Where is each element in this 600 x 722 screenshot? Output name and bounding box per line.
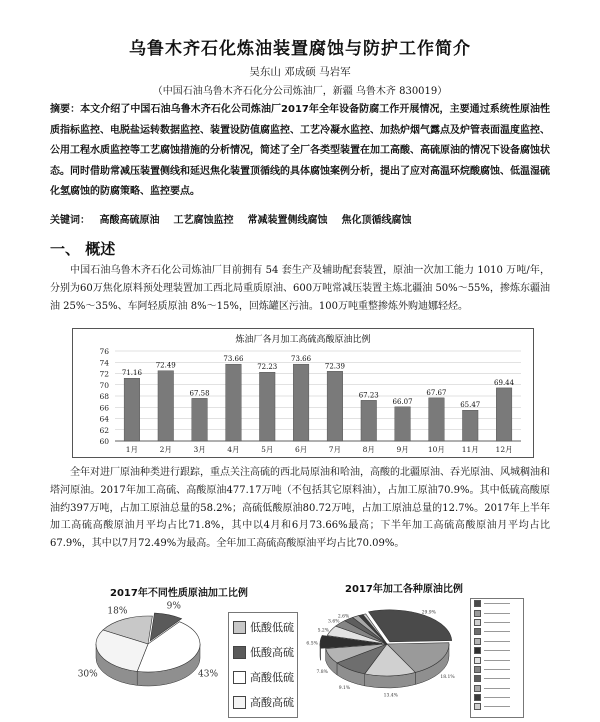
legend-label-placeholder [484,660,510,661]
keyword: 常减装置侧线腐蚀 [247,215,328,226]
legend-label-placeholder [484,669,510,670]
pie-value-label: 18% [107,606,128,617]
legend-label-placeholder [484,603,510,604]
bar [293,364,309,441]
x-tick-label: 5月 [261,445,274,454]
legend-item [233,616,297,638]
x-tick-label: 4月 [227,445,240,454]
abstract-text: 本文介绍了中国石油乌鲁木齐石化公司炼油厂2017年全年设备防腐工作开展情况，主要通过系统性原油性质指标监控、电脱盐运转数据监控、装置设防值腐监控、工艺冷凝水监控、加热炉烟气露点及炉管表面温度监控、公用工程水质监控等工艺腐蚀措施的分析情况，简述了全厂各类型装置在加工高酸、高硫原油的情况下设备腐蚀状态。同时借助常减压装置侧线和延迟焦化装置顶循线的具体腐蚀案例分析，提出了应对高温环烷酸腐蚀、低温湿硫化氢腐蚀的防腐策略、监控要点。 [50,104,550,197]
monthly-bar-chart [72,328,534,458]
y-tick-label: 66 [99,403,109,413]
y-tick-label: 72 [99,369,109,379]
bar [496,388,512,441]
legend-swatch [474,675,481,682]
legend-swatch [474,694,481,701]
pie-value-label: 9.1% [338,685,351,691]
pie-value-label: 7.8% [316,670,328,676]
pie-value-label: 43% [198,669,219,680]
legend-swatch [474,685,481,692]
x-tick-label: 8月 [362,445,375,454]
legend-label-placeholder [484,688,510,689]
keyword: 高酸高硫原油 [99,215,160,226]
bar [361,400,377,441]
legend-swatch [233,646,246,659]
pie-value-label: 30% [78,669,98,680]
legend-swatch [233,696,246,709]
pie-value-label: 9% [166,601,181,612]
bar [259,372,275,441]
keyword: 焦化顶循线腐蚀 [341,215,412,226]
pie2-chart [305,594,465,719]
pie-value-label: 6.5% [306,641,318,647]
pie1-legend [228,612,298,718]
bar [462,410,478,441]
y-tick-label: 68 [99,392,109,401]
legend-item [474,637,523,646]
bar-value-label: 65.47 [460,401,481,410]
pie2-legend [470,598,524,718]
bar-value-label: 67.23 [358,391,379,400]
legend-swatch [474,600,481,607]
bar [192,398,208,441]
legend-swatch [474,619,481,626]
legend-label-placeholder [484,631,510,632]
abstract-label: 摘要： [50,104,81,115]
x-tick-label: 3月 [193,445,206,454]
legend-label-placeholder [484,613,510,614]
legend-item [474,684,523,693]
legend-swatch [233,671,246,684]
x-tick-label: 10月 [427,445,445,454]
legend-item [474,646,523,655]
bar [158,371,174,441]
legend-item [474,599,523,608]
bar [226,364,242,441]
paragraph-crude-tracking: 全年对进厂原油种类进行跟踪，重点关注高硫的西北局原油和哈油，高酸的北疆原油、吞光原油、风城稠油和塔河原油。2017年加工高硫、高酸原油477.17万吨（不包括其它原料油），占加工原油70.9%。其中低硫高酸原油约397万吨，占加工原油总量的58.2%；高硫低酸原油80.72万吨，占加工原油总量的12.7%。2017年上半年加工高硫高酸原油月平均占比71.8%，其中以4月和6月73.66%最高；下半年加工高硫高酸原油月平均占比67.9%，其中以7月72.49%为最高。全年加工高硫高酸原油平均占比70.09%。 [50,467,550,550]
legend-item [474,702,523,711]
y-tick-label: 74 [99,358,109,368]
legend-swatch [474,703,481,710]
y-tick-label: 60 [99,437,109,446]
legend-swatch [474,628,481,635]
x-tick-label: 1月 [125,445,139,454]
affiliation: （中国石油乌鲁木齐石化分公司炼油厂，新疆 乌鲁木齐 830019） [152,86,448,97]
keywords-label: 关键词： [50,215,90,226]
legend-swatch [474,610,481,617]
legend-item [474,693,523,702]
legend-label-placeholder [484,641,510,642]
legend-item [233,666,297,688]
bar-value-label: 69.44 [494,378,515,387]
paragraph-overview: 中国石油乌鲁木齐石化公司炼油厂目前拥有 54 套生产及辅助配套装置，原油一次加工能力 1010 万吨/年，分别为60万焦化原料预处理装置加工西北局重质原油、600万吨常减压装置主炼北疆油 50%～55%，掺炼东疆油油 25%～35%、车阿轻质原油 8%～15%，回炼罐区污油。100万吨重整掺炼外购迪娜轻烃。 [50,265,550,312]
bar-value-label: 73.66 [291,355,312,364]
legend-label-placeholder [484,678,510,679]
paper-title: 乌鲁木齐石化炼油装置腐蚀与防护工作简介 [129,39,471,59]
legend-label: 低酸低硫 [250,621,294,634]
x-tick-label: 9月 [396,445,409,454]
pie-value-label: 5.2% [317,628,330,634]
pie-value-label: 29.9% [421,610,436,616]
section-heading: 一、 概述 [50,240,116,258]
x-tick-label: 7月 [328,445,342,454]
bar-value-label: 71.16 [121,369,142,378]
legend-label-placeholder [484,697,510,698]
bar-value-label: 67.58 [189,389,210,398]
legend-item [474,674,523,683]
bar-value-label: 73.66 [223,355,244,364]
pie2-title: 2017年加工各种原油比例 [345,584,463,595]
pie-value-label: 13.4% [383,693,398,699]
legend-label-placeholder [484,706,510,707]
keyword: 工艺腐蚀监控 [173,215,234,226]
legend-item [474,627,523,636]
legend-swatch [474,657,481,664]
x-tick-label: 6月 [294,445,308,454]
bar [395,407,411,441]
legend-item [474,618,523,627]
bar-chart-title: 炼油厂各月加工高硫高酸原油比例 [235,335,371,345]
y-tick-label: 62 [99,425,109,435]
bar [124,378,140,441]
legend-item [474,608,523,617]
y-tick-label: 64 [99,414,109,424]
x-tick-label: 2月 [159,445,172,454]
bar-value-label: 67.67 [426,388,447,397]
bar-chart-svg [73,329,533,457]
pie-value-label: 2.6% [337,614,350,620]
legend-label-placeholder [484,622,510,623]
bar-value-label: 66.07 [392,397,413,406]
bar [327,371,343,441]
legend-swatch [474,666,481,673]
legend-swatch [474,638,481,645]
legend-item [233,691,297,713]
legend-item [474,655,523,664]
pie-value-label: 18.1% [440,674,455,680]
legend-label: 低酸高硫 [250,646,294,659]
legend-swatch [233,621,246,634]
pie-value-label: 3.6% [328,619,340,625]
legend-label: 高酸高硫 [250,696,294,709]
x-tick-label: 11月 [461,445,479,454]
abstract [50,100,550,203]
bar-value-label: 72.49 [155,361,176,370]
legend-item [233,641,297,663]
authors: 吴东山 邓成硕 马岩军 [249,66,351,78]
legend-label: 高酸低硫 [250,671,294,684]
bar [429,398,445,441]
keywords [50,211,550,226]
legend-swatch [474,647,481,654]
legend-label-placeholder [484,650,510,651]
y-tick-label: 76 [99,347,109,356]
bar-value-label: 72.23 [257,363,278,372]
x-tick-label: 12月 [495,445,513,454]
bar-value-label: 72.39 [324,362,345,371]
keywords-list [99,215,425,226]
y-tick-label: 70 [99,380,109,390]
legend-item [474,665,523,674]
pie1-title: 2017年不同性质原油加工比例 [110,588,248,599]
pie1-chart [78,592,228,722]
